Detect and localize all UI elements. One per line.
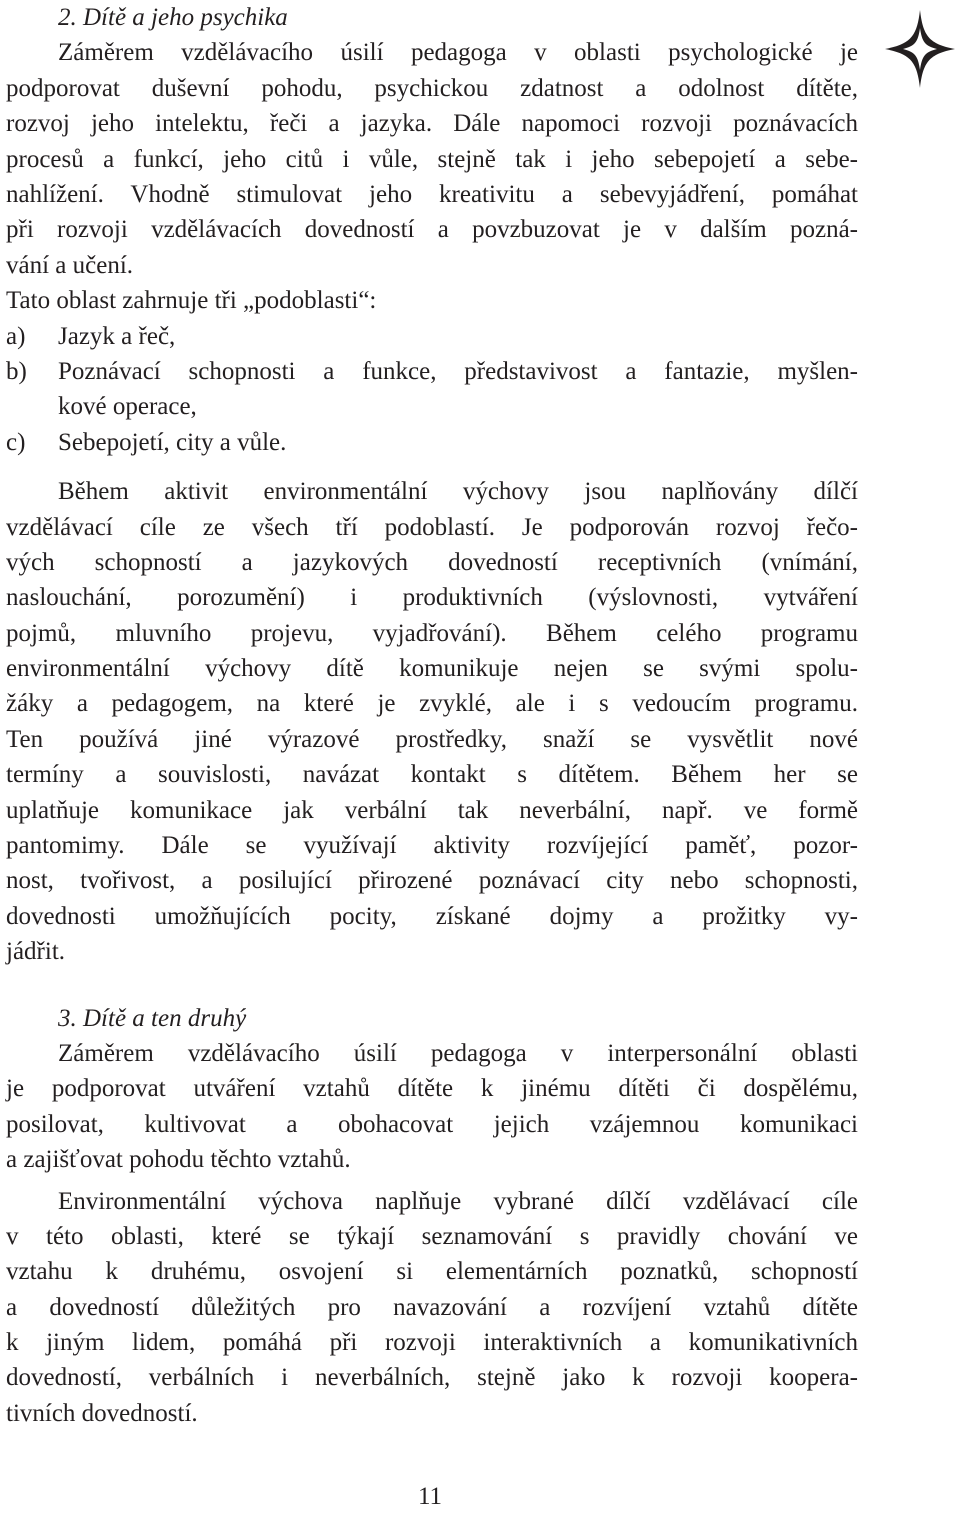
list-item-text: Poznávací schopnosti a funkce, představivost a fantazie, myšlen- xyxy=(58,357,858,385)
list-item-text: Jazyk a řeč, xyxy=(58,322,176,350)
text-line: Záměrem vzdělávacího úsilí pedagoga v oblasti psychologické je xyxy=(58,39,858,67)
text-line: nost, tvořivost, a posilující přirozené poznávací city nebo schopnosti, xyxy=(6,867,858,895)
text-line: vzdělávací cíle ze všech tří podoblastí. Je podporován rozvoj řečo- xyxy=(6,513,858,541)
text-line: a zajišťovat pohodu těchto vztahů. xyxy=(6,1146,351,1174)
page-number: 11 xyxy=(417,1483,443,1510)
text-line: v této oblasti, které se týkají seznamování s pravidly chování ve xyxy=(6,1222,858,1250)
text-line: při rozvoji vzdělávacích dovedností a povzbuzovat je v dalším pozná- xyxy=(6,216,858,244)
section-3 xyxy=(6,1001,858,1432)
subareas-intro: Tato oblast zahrnuje tři „podoblasti“: xyxy=(6,287,377,315)
text-column xyxy=(6,0,858,1431)
text-line: vání a učení. xyxy=(6,251,134,279)
four-point-star-icon xyxy=(885,10,955,88)
text-line: rozvoj jeho intelektu, řeči a jazyka. Dále napomoci rozvoji poznávacích xyxy=(6,110,858,138)
list-marker: a) xyxy=(6,322,26,350)
text-line: termíny a souvislosti, navázat kontakt s dítětem. Během her se xyxy=(6,761,858,789)
text-line: dovedností, verbálních i neverbálních, stejně jako k rozvoji koopera- xyxy=(6,1364,858,1392)
text-line: podporovat duševní pohodu, psychickou zdatnost a odolnost dítěte, xyxy=(6,74,858,102)
subarea-item xyxy=(6,319,858,354)
text-line: pojmů, mluvního projevu, vyjadřování). Během celého programu xyxy=(6,619,858,647)
text-line: posilovat, kultivovat a obohacovat jejich vzájemnou komunikaci xyxy=(6,1110,858,1138)
list-marker: c) xyxy=(6,428,26,456)
text-line: Ten používá jiné výrazové prostředky, snaží se vysvětlit nové xyxy=(6,725,858,753)
text-line: a dovedností důležitých pro navazování a rozvíjení vztahů dítěte xyxy=(6,1293,858,1321)
text-line: vých schopností a jazykových dovedností receptivních (vnímání, xyxy=(6,548,858,576)
list-item-text: kové operace, xyxy=(58,393,197,421)
section-3-heading: 3. Dítě a ten druhý xyxy=(58,1004,247,1032)
list-item-text: Sebepojetí, city a vůle. xyxy=(58,428,287,456)
text-line: Environmentální výchova naplňuje vybrané dílčí vzdělávací cíle xyxy=(58,1187,858,1215)
subarea-item xyxy=(6,425,858,460)
text-line: environmentální výchovy dítě komunikuje nejen se svými spolu- xyxy=(6,655,858,683)
text-line: k jiným lidem, pomáhá při rozvoji interaktivních a komunikativních xyxy=(6,1329,858,1357)
text-line: dovednosti umožňujících pocity, získané dojmy a prožitky vy- xyxy=(6,902,858,930)
text-line: nahlížení. Vhodně stimulovat jeho kreativitu a sebevyjádření, pomáhat xyxy=(6,180,858,208)
subarea-item xyxy=(6,354,858,425)
text-line: naslouchání, porozumění) i produktivních (výslovnosti, vytváření xyxy=(6,584,858,612)
text-line: uplatňuje komunikace jak verbální tak neverbální, např. ve formě xyxy=(6,796,858,824)
text-line: je podporovat utváření vztahů dítěte k jinému dítěti či dospělému, xyxy=(6,1075,858,1103)
text-line: tivních dovedností. xyxy=(6,1399,198,1427)
text-line: pantomimy. Dále se využívají aktivity rozvíjející paměť, pozor- xyxy=(6,832,858,860)
section-2-heading: 2. Dítě a jeho psychika xyxy=(58,4,288,31)
text-line: žáky a pedagogem, na které je zvyklé, ale i s vedoucím programu. xyxy=(6,690,858,718)
text-line: vztahu k druhému, osvojení si elementárních poznatků, schopností xyxy=(6,1258,858,1286)
section-2 xyxy=(6,0,858,970)
list-marker: b) xyxy=(6,357,27,385)
text-line: jádřit. xyxy=(6,938,66,966)
text-line: Záměrem vzdělávacího úsilí pedagoga v interpersonální oblasti xyxy=(58,1039,858,1067)
text-line: procesů a funkcí, jeho citů i vůle, stejně tak i jeho sebepojetí a sebe- xyxy=(6,145,858,173)
text-line: Během aktivit environmentální výchovy jsou naplňovány dílčí xyxy=(58,478,858,506)
